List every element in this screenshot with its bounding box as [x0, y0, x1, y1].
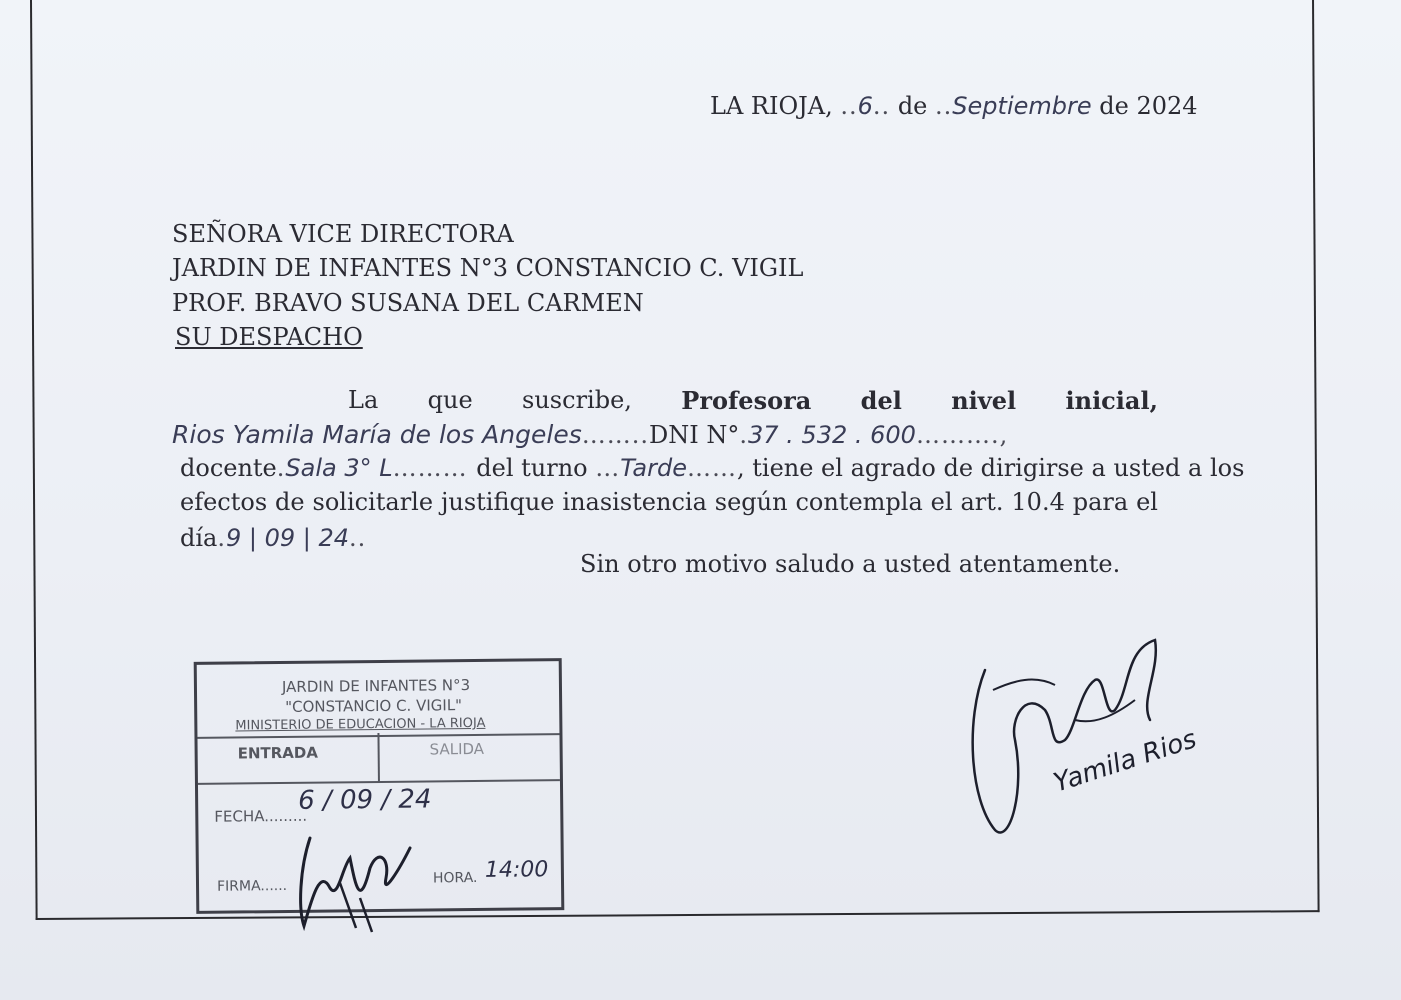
day-handwritten: 6: [857, 92, 873, 120]
word: contempla: [795, 488, 923, 516]
author-signature: [955, 630, 1175, 840]
word: que: [427, 386, 473, 414]
stamp-entrada: ENTRADA: [237, 743, 319, 763]
stamp-line2: "CONSTANCIO C. VIGIL": [285, 696, 463, 716]
addressee-line1: SEÑORA VICE DIRECTORA: [172, 220, 514, 248]
word: justifique: [440, 488, 555, 516]
name-handwritten: Rios Yamila María de los Angeles: [172, 420, 582, 449]
turno-handwritten: Tarde: [620, 454, 687, 482]
date-line: LA RIOJA, ..6.. de ..Septiembre de 2024: [710, 92, 1198, 120]
word: 10.4: [1011, 488, 1065, 516]
signature-printed-name: Yamila Rios: [1050, 724, 1201, 799]
dni-handwritten: 37 . 532 . 600: [748, 421, 916, 449]
stamp-line3: MINISTERIO DE EDUCACION - LA RIOJA: [235, 715, 486, 734]
dia-label: día: [180, 524, 218, 552]
stamp-hora-label: HORA.: [432, 869, 478, 887]
body-line2: Rios Yamila María de los Angeles……..DNI N°.37 . 532 . 600……….,: [172, 420, 1009, 449]
word: nivel: [951, 386, 1017, 415]
word: inicial,: [1065, 386, 1158, 415]
turno-label: del turno: [476, 454, 588, 482]
line3-rest: , tiene el agrado de dirigirse a usted a los: [736, 454, 1245, 482]
word: inasistencia: [562, 488, 707, 516]
body-line3: docente.Sala 3° L……… del turno …Tarde……, tiene el agrado de dirigirse a usted a los: [180, 454, 1245, 482]
word: del: [860, 386, 902, 415]
word: Profesora: [681, 386, 812, 415]
addressee-line4: SU DESPACHO: [175, 323, 363, 351]
sala-handwritten: Sala 3° L: [285, 454, 393, 482]
body-line5: día.9 | 09 | 24..: [180, 524, 367, 552]
word: para: [1072, 488, 1129, 516]
stamp-firma-label: FIRMA......: [216, 877, 288, 895]
word: art.: [960, 488, 1004, 516]
stamp-hora-value: 14:00: [484, 857, 549, 883]
word: de: [275, 488, 305, 516]
dni-label: DNI N°: [649, 421, 740, 449]
body-line1: [348, 386, 1158, 415]
addressee-line3: PROF. BRAVO SUSANA DEL CARMEN: [172, 289, 644, 317]
body-line4: [180, 488, 1158, 516]
stamp-fecha-label: FECHA.........: [214, 806, 308, 826]
place-label: LA RIOJA,: [710, 92, 833, 120]
docente-label: docente: [180, 454, 277, 482]
stamp-signature: [290, 828, 420, 938]
word: suscribe,: [522, 386, 632, 414]
word: efectos: [180, 488, 268, 516]
year-label: de 2024: [1099, 92, 1198, 120]
stamp-line1: JARDIN DE INFANTES N°3: [281, 676, 471, 697]
word: La: [348, 386, 379, 414]
word: el: [930, 488, 953, 516]
de-label: de: [897, 92, 928, 120]
month-handwritten: Septiembre: [952, 92, 1092, 120]
word: el: [1136, 488, 1158, 516]
word: según: [714, 488, 788, 516]
stamp-fecha-value: 6 / 09 / 24: [297, 784, 432, 816]
stamp-salida: SALIDA: [429, 739, 485, 759]
word: solicitarle: [312, 488, 434, 516]
addressee-line2: JARDIN DE INFANTES N°3 CONSTANCIO C. VIGIL: [172, 254, 804, 282]
stamp-vdivider: [377, 733, 380, 783]
closing-text: Sin otro motivo saludo a usted atentamente.: [580, 550, 1121, 578]
dia-handwritten: 9 | 09 | 24: [226, 524, 350, 552]
